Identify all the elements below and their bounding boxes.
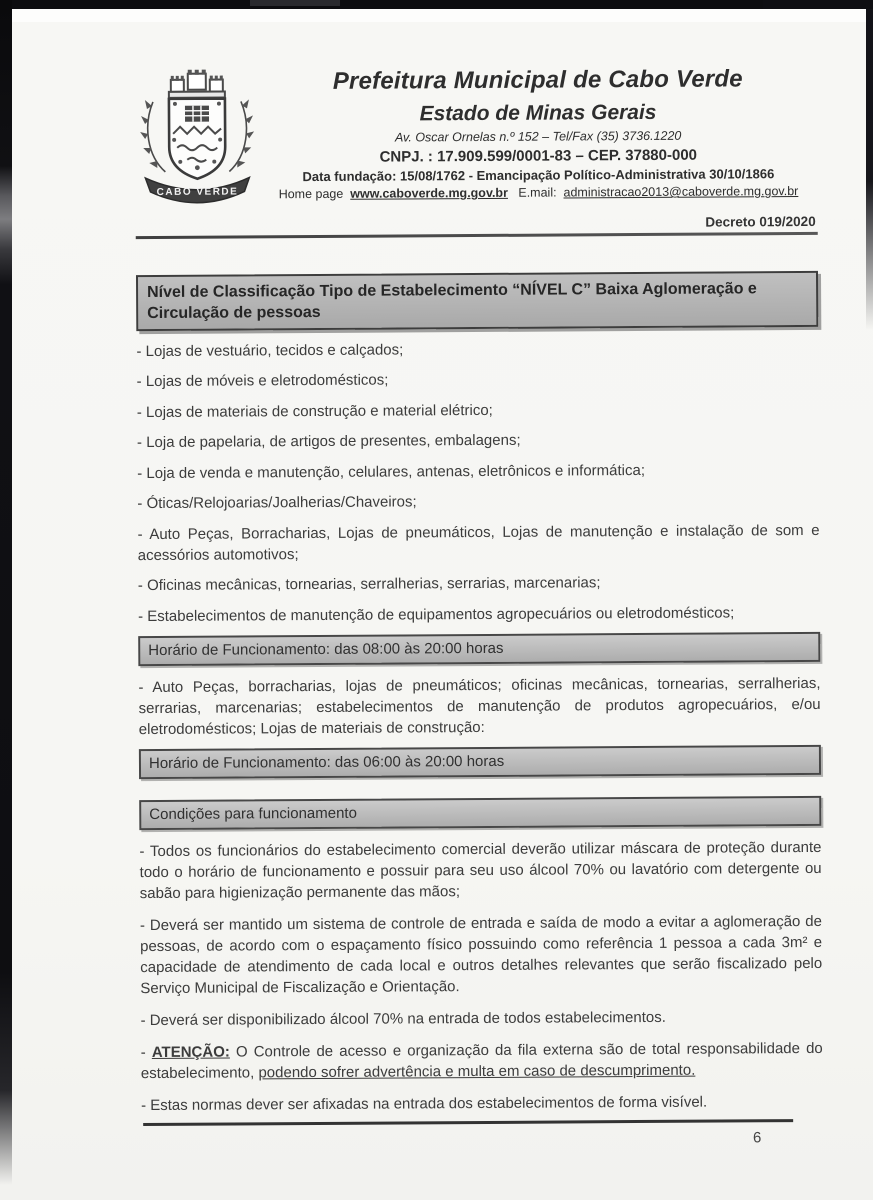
email-label: E.mail: [518,185,557,200]
list-item: - Lojas de materiais de construção e material elétrico; [136,401,493,421]
coat-of-arms-logo [135,67,260,210]
foundation-line: Data fundação: 15/08/1762 - Emancipação Político-Administrativa 30/10/1866 [302,166,775,185]
scan-edge-corner [763,0,873,9]
cabo-verde-crest-icon [135,67,260,210]
establishment-list [136,336,820,626]
email-address: administracao2013@caboverde.mg.gov.br [563,184,799,200]
attention-underlined-text: podendo sofrer advertência e multa em caso de descumprimento. [258,1061,696,1081]
letterhead-text [259,58,818,202]
document-content [135,58,824,1150]
hours-bar-0600-2000: Horário de Funcionamento: das 06:00 às 20:00 horas [139,744,821,778]
scan-edge-smudge [250,0,340,6]
hours-paragraph: - Auto Peças, borracharias, lojas de pneumáticos; oficinas mecânicas, tornearias, serralherias, serrarias, marcenarias; estabelecimentos de manutenção de produtos agropecuários, e/ou eletrodomésticos; Lojas de materiais de construção: [138,674,821,738]
attention-dash: - [140,1043,152,1061]
list-item: - Óticas/Relojoarias/Joalherias/Chaveiros; [137,493,417,513]
attention-paragraph [141,1037,823,1083]
scan-edge-left [0,0,12,1185]
scan-edge-top [0,0,873,9]
decree-reference: Decreto 019/2020 [705,213,816,230]
header-divider [136,232,818,239]
address-line: Av. Oscar Ornelas n.º 152 – Tel/Fax (35) 3736.1220 [394,128,682,145]
list-item: - Estabelecimentos de manutenção de equipamentos agropecuários ou eletrodomésticos; [138,603,735,625]
homepage-url: www.caboverde.mg.gov.br [350,186,508,201]
list-item: - Auto Peças, Borracharias, Lojas de pneumáticos, Lojas de manutenção e instalação de som e acessórios automotivos; [137,521,820,564]
final-note: - Estas normas dever ser afixadas na entrada dos estabelecimentos de forma visível. [141,1093,708,1114]
scan-edge-right [866,0,873,330]
condition-paragraph: - Todos os funcionários do estabelecimento comercial deverão utilizar máscara de proteção durante todo o horário de funcionamento e possuir para seu uso álcool 70% ou lavatório com detergente ou sabão para higienização permanente das mãos; [139,838,822,902]
list-item: - Loja de venda e manutenção, celulares, antenas, eletrônicos e informática; [137,461,646,482]
attention-label: ATENÇÃO: [151,1043,230,1061]
condition-paragraph: - Deverá ser mantido um sistema de controle de entrada e saída de modo a evitar a aglomeração de pessoas, de acordo com o espaçamento físico possuindo como referência 1 pessoa a cada 3m² e capacidade de atendimento de cada local e outros detalhes relevantes que serão fiscalizado pelo Serviço Municipal de Fiscalização e Orientação. [139,912,823,997]
homepage-label: Home page [278,187,344,202]
footer-divider [143,1119,793,1126]
list-item: - Loja de papelaria, de artigos de presentes, embalagens; [136,431,521,452]
municipality-title: Prefeitura Municipal de Cabo Verde [332,65,743,95]
state-subtitle: Estado de Minas Gerais [419,100,657,126]
hours-bar-0800-2000: Horário de Funcionamento: das 08:00 às 20:00 horas [138,631,820,665]
list-item: - Lojas de vestuário, tecidos e calçados; [136,340,404,360]
page-number: 6 [752,1128,762,1146]
list-item: - Lojas de móveis e eletrodomésticos; [136,371,389,391]
cnpj-line: CNPJ. : 17.909.599/0001-83 – CEP. 37880-000 [379,146,698,166]
attention-text: O Controle de acesso e organização da fila externa são de total responsabilidade do estabelecimento, [140,1039,823,1082]
list-item: - Oficinas mecânicas, tornearias, serralherias, serrarias, marcenarias; [137,574,601,595]
scan-edge-top-band [0,9,873,22]
contact-line [259,184,817,201]
classification-title-box: Nível de Classificação Tipo de Estabelecimento “NÍVEL C” Baixa Aglomeração e Circulação de pessoas [136,271,818,331]
condition-paragraph: - Deverá ser disponibilizado álcool 70% na entrada de todos estabelecimentos. [140,1008,666,1029]
conditions-bar: Condições para funcionamento [139,795,821,829]
crest-banner-text: CABO VERDE [156,186,239,198]
letterhead [135,58,818,210]
